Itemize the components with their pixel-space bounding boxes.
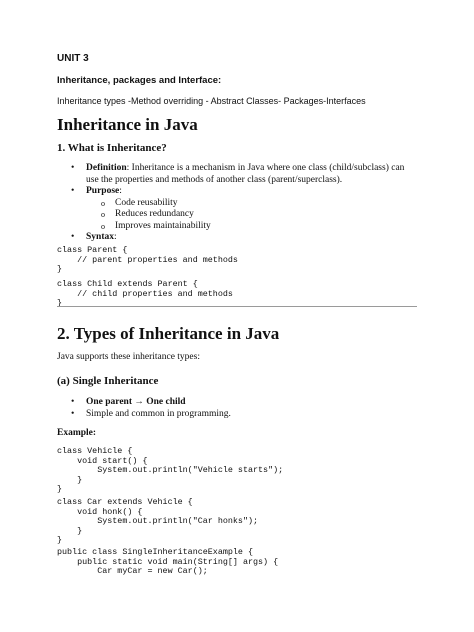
topics-line: Inheritance types -Method overriding - Abstract Classes- Packages-Interfaces <box>57 96 366 106</box>
definition-text: : Inheritance is a mechanism in Java where one class (child/subclass) can use the properties and methods of another class (parent/superclass). <box>86 163 405 185</box>
circle-bullet-icon: o <box>101 198 105 208</box>
bullet-icon: • <box>71 232 75 242</box>
circle-bullet-icon: o <box>101 221 105 231</box>
list-item-purpose <box>57 186 417 232</box>
purpose-term: Purpose <box>86 186 120 196</box>
purpose-item-text: Reduces redundancy <box>115 209 194 219</box>
code-block-main: public class SingleInheritanceExample { public static void main(String[] args) { Car myCar = new Car(); <box>57 547 279 577</box>
bullet-icon: • <box>71 408 75 419</box>
subheading-what-is-inheritance: 1. What is Inheritance? <box>57 142 167 154</box>
list-item-syntax <box>57 232 417 244</box>
list-item-definition <box>57 163 417 186</box>
definition-term: Definition <box>86 163 127 173</box>
bullet-icon: • <box>71 186 75 196</box>
simple-common-text: Simple and common in programming. <box>86 408 231 419</box>
purpose-colon: : <box>119 186 122 196</box>
code-block-car: class Car extends Vehicle { void honk() { System.out.println("Car honks"); } } <box>57 497 259 546</box>
list-item <box>57 221 417 233</box>
types-intro: Java supports these inheritance types: <box>57 352 200 362</box>
code-block-parent: class Parent { // parent properties and methods } <box>57 245 238 275</box>
code-block-vehicle: class Vehicle { void start() { System.out.println("Vehicle starts"); } } <box>57 446 284 495</box>
single-inheritance-bullet-list <box>57 397 417 420</box>
list-item <box>57 409 417 421</box>
bullet-icon: • <box>71 163 75 173</box>
syntax-colon: : <box>113 232 117 242</box>
subheading-single-inheritance: (a) Single Inheritance <box>57 375 159 387</box>
unit-label: UNIT 3 <box>57 53 89 64</box>
purpose-item-text: Improves maintainability <box>115 220 211 231</box>
horizontal-divider <box>57 306 417 307</box>
section-title-inheritance: Inheritance in Java <box>57 115 198 134</box>
code-block-child: class Child extends Parent { // child properties and methods } <box>57 279 233 309</box>
circle-bullet-icon: o <box>101 210 105 219</box>
purpose-sub-list <box>86 198 417 233</box>
syntax-term: Syntax <box>86 232 114 242</box>
purpose-item-text: Code reusability <box>115 197 178 208</box>
unit-subtitle: Inheritance, packages and Interface: <box>57 75 222 86</box>
example-label: Example: <box>57 428 97 438</box>
section-title-types: 2. Types of Inheritance in Java <box>57 324 280 343</box>
one-parent-one-child: One parent → One child <box>86 397 186 407</box>
list-item <box>57 198 417 210</box>
inheritance-bullet-list <box>57 163 417 244</box>
list-item <box>57 397 417 409</box>
list-item <box>57 209 417 221</box>
bullet-icon: • <box>71 397 75 407</box>
